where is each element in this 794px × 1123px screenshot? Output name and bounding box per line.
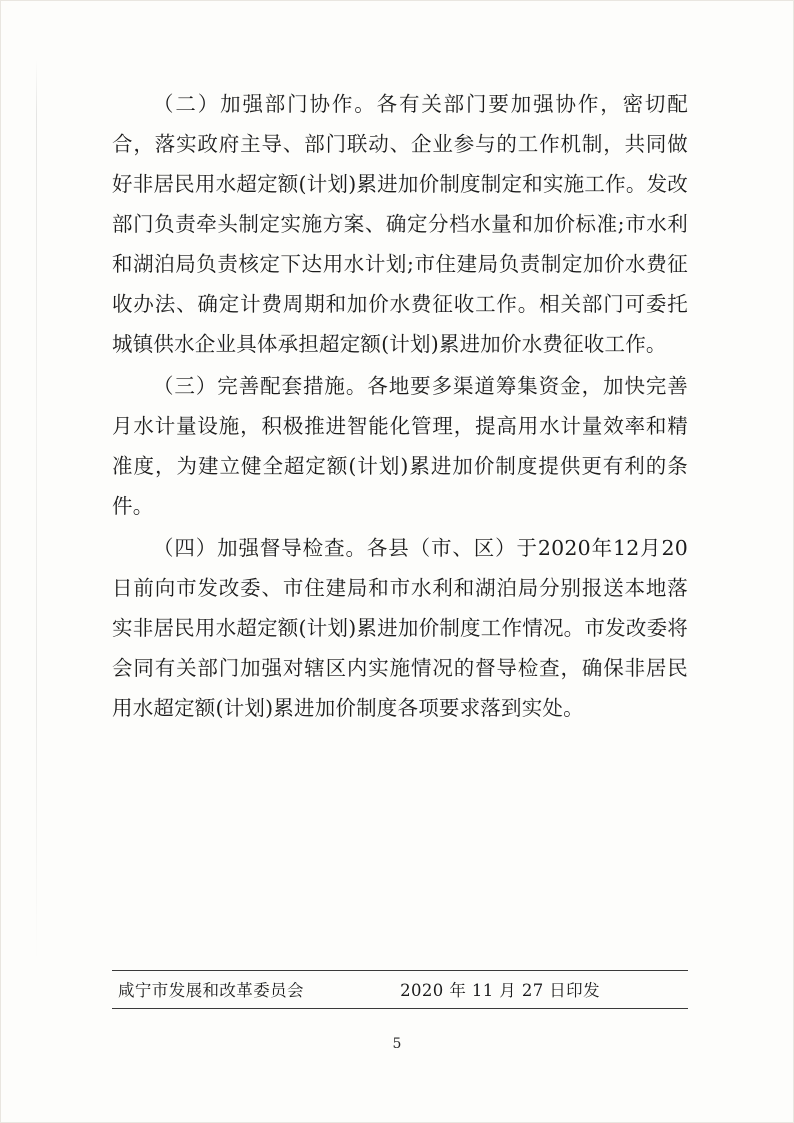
document-body <box>112 84 688 730</box>
paragraph-item-3: （三）完善配套措施。各地要多渠道筹集资金，加快完善月水计量设施，积极推进智能化管理，提高用水计量效率和精准度，为建立健全超定额(计划)累进加价制度提供更有利的条件。 <box>112 374 688 518</box>
page-number: 5 <box>392 1036 402 1052</box>
footer-date: 2020 年 11 月 27 日印发 <box>400 981 600 1000</box>
footer-bottom-rule <box>112 1008 688 1009</box>
paragraph-item-2: （二）加强部门协作。各有关部门要加强协作，密切配合，落实政府主导、部门联动、企业参与的工作机制，共同做好非居民用水超定额(计划)累进加价制度制定和实施工作。发改部门负责牵头制定实施方案、确定分档水量和加价标准;市水利和湖泊局负责核定下达用水计划;市住建局负责制定加价水费征收办法、确定计费周期和加价水费征收工作。相关部门可委托城镇供水企业具体承担超定额(计划)累进加价水费征收工作。 <box>112 92 688 356</box>
footer-row <box>112 971 688 1008</box>
footer-issuer: 咸宁市发展和改革委员会 <box>118 981 304 1000</box>
scan-artifact-line <box>36 60 37 960</box>
paragraph-item-4: （四）加强督导检查。各县（市、区）于2020年12月20日前向市发改委、市住建局和市水利和湖泊局分别报送本地落实非居民用水超定额(计划)累进加价制度工作情况。市发改委将会同有关部门加强对辖区内实施情况的督导检查，确保非居民用水超定额(计划)累进加价制度各项要求落到实处。 <box>112 536 688 720</box>
document-footer <box>112 970 688 1009</box>
